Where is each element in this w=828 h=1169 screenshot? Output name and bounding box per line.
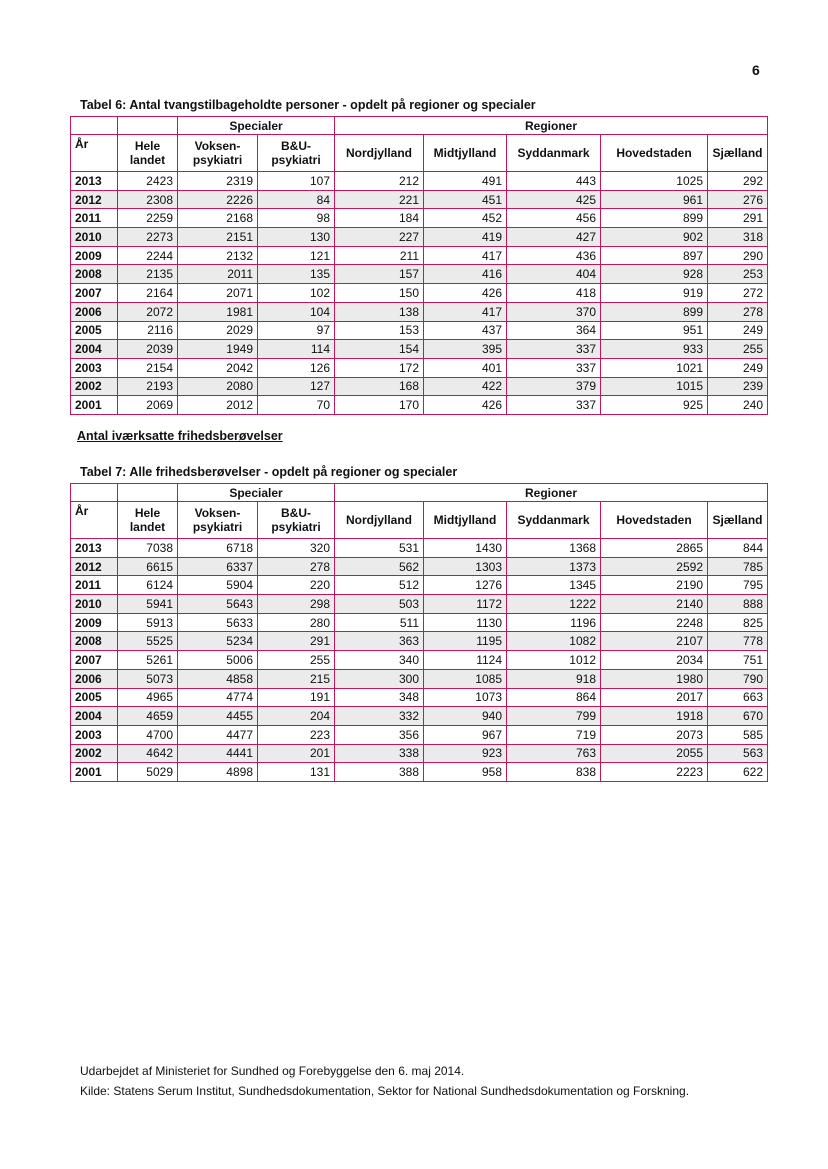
table6-col-header: Sjælland — [708, 135, 768, 172]
table-cell: 1980 — [601, 669, 708, 688]
table7-col-header: Midtjylland — [424, 502, 507, 539]
table-row — [71, 763, 768, 782]
table-row — [71, 725, 768, 744]
table-cell: 1073 — [424, 688, 507, 707]
table-cell: 961 — [601, 190, 708, 209]
table-cell: 126 — [258, 358, 335, 377]
table-cell: 2055 — [601, 744, 708, 763]
table-cell: 1373 — [507, 557, 601, 576]
table-cell: 864 — [507, 688, 601, 707]
table-cell: 255 — [258, 651, 335, 670]
row-year-cell: 2013 — [71, 172, 118, 191]
table-row — [71, 265, 768, 284]
table-cell: 825 — [708, 613, 768, 632]
table-cell: 2011 — [178, 265, 258, 284]
table-cell: 2865 — [601, 539, 708, 558]
table-cell: 2071 — [178, 284, 258, 303]
table-cell: 933 — [601, 340, 708, 359]
table-cell: 168 — [335, 377, 424, 396]
table-cell: 785 — [708, 557, 768, 576]
table-cell: 1981 — [178, 302, 258, 321]
table6-col-header: Nordjylland — [335, 135, 424, 172]
table-cell: 2592 — [601, 557, 708, 576]
row-year-cell: 2007 — [71, 651, 118, 670]
table-cell: 799 — [507, 707, 601, 726]
footer-source: Kilde: Statens Serum Institut, Sundhedsdokumentation, Sektor for National Sundhedsdokumentation og Forskning. — [80, 1084, 690, 1098]
table-cell: 239 — [708, 377, 768, 396]
table-row — [71, 744, 768, 763]
table-cell: 452 — [424, 209, 507, 228]
table-cell: 280 — [258, 613, 335, 632]
table-cell: 899 — [601, 209, 708, 228]
table-cell: 918 — [507, 669, 601, 688]
table-cell: 4774 — [178, 688, 258, 707]
table-cell: 888 — [708, 595, 768, 614]
table-row — [71, 651, 768, 670]
table-cell: 337 — [507, 358, 601, 377]
table-cell: 1025 — [601, 172, 708, 191]
row-year-cell: 2002 — [71, 744, 118, 763]
table-cell: 5006 — [178, 651, 258, 670]
table-cell: 227 — [335, 228, 424, 247]
table-cell: 153 — [335, 321, 424, 340]
table-cell: 320 — [258, 539, 335, 558]
row-year-cell: 2004 — [71, 340, 118, 359]
table-cell: 838 — [507, 763, 601, 782]
table-cell: 240 — [708, 396, 768, 415]
table-cell: 418 — [507, 284, 601, 303]
table-cell: 2069 — [118, 396, 178, 415]
table-row — [71, 190, 768, 209]
table-row — [71, 246, 768, 265]
table-cell: 70 — [258, 396, 335, 415]
table-cell: 2273 — [118, 228, 178, 247]
table7-group-specialer: Specialer — [178, 484, 335, 502]
row-year-cell: 2002 — [71, 377, 118, 396]
table-cell: 2039 — [118, 340, 178, 359]
page-number: 6 — [752, 62, 760, 78]
table-row — [71, 377, 768, 396]
section-heading: Antal iværksatte frihedsberøvelser — [77, 429, 283, 443]
table-cell: 5234 — [178, 632, 258, 651]
table-cell: 622 — [708, 763, 768, 782]
table-cell: 130 — [258, 228, 335, 247]
table-cell: 456 — [507, 209, 601, 228]
table-cell: 255 — [708, 340, 768, 359]
row-year-cell: 2006 — [71, 302, 118, 321]
footer-prepared-by: Udarbejdet af Ministeriet for Sundhed og Forebyggelse den 6. maj 2014. — [80, 1064, 465, 1078]
table-cell: 899 — [601, 302, 708, 321]
table-cell: 5913 — [118, 613, 178, 632]
row-year-cell: 2012 — [71, 557, 118, 576]
table-cell: 379 — [507, 377, 601, 396]
table-cell: 211 — [335, 246, 424, 265]
table-cell: 426 — [424, 284, 507, 303]
table-cell: 2116 — [118, 321, 178, 340]
table6-col-header: År — [71, 135, 118, 172]
table-cell: 298 — [258, 595, 335, 614]
table-cell: 1276 — [424, 576, 507, 595]
table-cell: 4858 — [178, 669, 258, 688]
table-row — [71, 321, 768, 340]
table-cell: 5904 — [178, 576, 258, 595]
table7-group-blank — [118, 484, 178, 502]
table-cell: 1918 — [601, 707, 708, 726]
table-cell: 5941 — [118, 595, 178, 614]
table-cell: 356 — [335, 725, 424, 744]
table-cell: 4965 — [118, 688, 178, 707]
row-year-cell: 2008 — [71, 265, 118, 284]
table-cell: 272 — [708, 284, 768, 303]
row-year-cell: 2001 — [71, 763, 118, 782]
table6-col-header: Hovedstaden — [601, 135, 708, 172]
table-cell: 395 — [424, 340, 507, 359]
table-cell: 1430 — [424, 539, 507, 558]
table-cell: 2072 — [118, 302, 178, 321]
table-cell: 84 — [258, 190, 335, 209]
table-cell: 337 — [507, 396, 601, 415]
table-cell: 491 — [424, 172, 507, 191]
table-cell: 6124 — [118, 576, 178, 595]
table-cell: 923 — [424, 744, 507, 763]
table-cell: 2140 — [601, 595, 708, 614]
table-cell: 531 — [335, 539, 424, 558]
table-cell: 370 — [507, 302, 601, 321]
table-cell: 919 — [601, 284, 708, 303]
table-row — [71, 557, 768, 576]
table-cell: 763 — [507, 744, 601, 763]
table-cell: 2073 — [601, 725, 708, 744]
table7-col-header: Sjælland — [708, 502, 768, 539]
table6-col-header: Midtjylland — [424, 135, 507, 172]
table6-col-header: Syddanmark — [507, 135, 601, 172]
table-cell: 451 — [424, 190, 507, 209]
table7-caption: Tabel 7: Alle frihedsberøvelser - opdelt på regioner og specialer — [80, 465, 458, 479]
table-cell: 790 — [708, 669, 768, 688]
table-cell: 253 — [708, 265, 768, 284]
row-year-cell: 2009 — [71, 246, 118, 265]
table-cell: 337 — [507, 340, 601, 359]
table-cell: 1172 — [424, 595, 507, 614]
table-cell: 2017 — [601, 688, 708, 707]
table-cell: 719 — [507, 725, 601, 744]
table-cell: 4659 — [118, 707, 178, 726]
row-year-cell: 2003 — [71, 725, 118, 744]
table-cell: 417 — [424, 302, 507, 321]
table6-group-blank — [71, 117, 118, 135]
row-year-cell: 2004 — [71, 707, 118, 726]
table-cell: 204 — [258, 707, 335, 726]
table7-col-header: År — [71, 502, 118, 539]
table-cell: 563 — [708, 744, 768, 763]
table-cell: 107 — [258, 172, 335, 191]
table-cell: 7038 — [118, 539, 178, 558]
table-cell: 138 — [335, 302, 424, 321]
row-year-cell: 2013 — [71, 539, 118, 558]
table-cell: 4477 — [178, 725, 258, 744]
table-cell: 221 — [335, 190, 424, 209]
table7-col-header: Voksen-psykiatri — [178, 502, 258, 539]
table-cell: 201 — [258, 744, 335, 763]
table-cell: 2080 — [178, 377, 258, 396]
table-cell: 388 — [335, 763, 424, 782]
row-year-cell: 2008 — [71, 632, 118, 651]
table-cell: 290 — [708, 246, 768, 265]
table-cell: 172 — [335, 358, 424, 377]
table-cell: 5261 — [118, 651, 178, 670]
row-year-cell: 2005 — [71, 688, 118, 707]
table-cell: 97 — [258, 321, 335, 340]
table7-col-header: B&U-psykiatri — [258, 502, 335, 539]
table-cell: 2164 — [118, 284, 178, 303]
table-cell: 5073 — [118, 669, 178, 688]
table-cell: 2042 — [178, 358, 258, 377]
table-cell: 5525 — [118, 632, 178, 651]
table-cell: 2135 — [118, 265, 178, 284]
table-cell: 1345 — [507, 576, 601, 595]
table-cell: 2154 — [118, 358, 178, 377]
table-cell: 401 — [424, 358, 507, 377]
table6-group-blank — [118, 117, 178, 135]
row-year-cell: 2006 — [71, 669, 118, 688]
table-cell: 416 — [424, 265, 507, 284]
table-cell: 511 — [335, 613, 424, 632]
table-cell: 958 — [424, 763, 507, 782]
table-cell: 1222 — [507, 595, 601, 614]
table-cell: 2034 — [601, 651, 708, 670]
table-cell: 5029 — [118, 763, 178, 782]
table-cell: 5643 — [178, 595, 258, 614]
table-cell: 663 — [708, 688, 768, 707]
table-row — [71, 358, 768, 377]
table-row — [71, 688, 768, 707]
table-cell: 1195 — [424, 632, 507, 651]
row-year-cell: 2009 — [71, 613, 118, 632]
table-cell: 300 — [335, 669, 424, 688]
table-cell: 562 — [335, 557, 424, 576]
table-cell: 364 — [507, 321, 601, 340]
table-cell: 2012 — [178, 396, 258, 415]
table-row — [71, 340, 768, 359]
table-cell: 291 — [258, 632, 335, 651]
table-row — [71, 228, 768, 247]
table-cell: 1368 — [507, 539, 601, 558]
table-cell: 4642 — [118, 744, 178, 763]
table-cell: 278 — [708, 302, 768, 321]
table-cell: 191 — [258, 688, 335, 707]
table-cell: 2190 — [601, 576, 708, 595]
table-cell: 2029 — [178, 321, 258, 340]
table-cell: 184 — [335, 209, 424, 228]
table-row — [71, 707, 768, 726]
table-cell: 114 — [258, 340, 335, 359]
table-cell: 670 — [708, 707, 768, 726]
table-cell: 249 — [708, 321, 768, 340]
table-row — [71, 302, 768, 321]
table-cell: 135 — [258, 265, 335, 284]
table-cell: 2132 — [178, 246, 258, 265]
table-cell: 1949 — [178, 340, 258, 359]
table-row — [71, 576, 768, 595]
table-cell: 278 — [258, 557, 335, 576]
table-cell: 503 — [335, 595, 424, 614]
table-cell: 751 — [708, 651, 768, 670]
table-row — [71, 613, 768, 632]
table-row — [71, 209, 768, 228]
table-cell: 6718 — [178, 539, 258, 558]
table-cell: 2319 — [178, 172, 258, 191]
table-cell: 2248 — [601, 613, 708, 632]
table-cell: 102 — [258, 284, 335, 303]
table-cell: 940 — [424, 707, 507, 726]
table-cell: 2193 — [118, 377, 178, 396]
table6-caption: Tabel 6: Antal tvangstilbageholdte personer - opdelt på regioner og specialer — [80, 98, 536, 112]
table-cell: 2423 — [118, 172, 178, 191]
table-cell: 104 — [258, 302, 335, 321]
table-cell: 1021 — [601, 358, 708, 377]
table-cell: 1303 — [424, 557, 507, 576]
table6-group-regioner: Regioner — [335, 117, 768, 135]
table-cell: 215 — [258, 669, 335, 688]
table-cell: 6615 — [118, 557, 178, 576]
table-row — [71, 539, 768, 558]
table-cell: 121 — [258, 246, 335, 265]
table-cell: 1085 — [424, 669, 507, 688]
table-row — [71, 632, 768, 651]
table-cell: 363 — [335, 632, 424, 651]
table-cell: 4700 — [118, 725, 178, 744]
table-cell: 340 — [335, 651, 424, 670]
table7-body — [71, 539, 768, 782]
table-cell: 2151 — [178, 228, 258, 247]
table6 — [70, 116, 768, 415]
table6-group-specialer: Specialer — [178, 117, 335, 135]
table-cell: 318 — [708, 228, 768, 247]
table-cell: 338 — [335, 744, 424, 763]
table-cell: 291 — [708, 209, 768, 228]
table-row — [71, 669, 768, 688]
row-year-cell: 2010 — [71, 595, 118, 614]
table-cell: 1124 — [424, 651, 507, 670]
table-cell: 512 — [335, 576, 424, 595]
table-cell: 1015 — [601, 377, 708, 396]
table-cell: 844 — [708, 539, 768, 558]
table-cell: 778 — [708, 632, 768, 651]
table-cell: 157 — [335, 265, 424, 284]
table-cell: 2223 — [601, 763, 708, 782]
row-year-cell: 2011 — [71, 209, 118, 228]
table-cell: 98 — [258, 209, 335, 228]
row-year-cell: 2007 — [71, 284, 118, 303]
table-cell: 5633 — [178, 613, 258, 632]
table-row — [71, 396, 768, 415]
table-cell: 2244 — [118, 246, 178, 265]
table-cell: 2107 — [601, 632, 708, 651]
table-cell: 897 — [601, 246, 708, 265]
table7-group-regioner: Regioner — [335, 484, 768, 502]
table-cell: 1196 — [507, 613, 601, 632]
table6-col-header: B&U-psykiatri — [258, 135, 335, 172]
table-cell: 1012 — [507, 651, 601, 670]
table-cell: 332 — [335, 707, 424, 726]
table-cell: 220 — [258, 576, 335, 595]
table-cell: 4898 — [178, 763, 258, 782]
table-cell: 2308 — [118, 190, 178, 209]
table-cell: 585 — [708, 725, 768, 744]
table6-col-header: Hele landet — [118, 135, 178, 172]
table-cell: 427 — [507, 228, 601, 247]
table-cell: 443 — [507, 172, 601, 191]
table-cell: 276 — [708, 190, 768, 209]
table-cell: 131 — [258, 763, 335, 782]
table-cell: 925 — [601, 396, 708, 415]
row-year-cell: 2001 — [71, 396, 118, 415]
row-year-cell: 2005 — [71, 321, 118, 340]
table-cell: 2226 — [178, 190, 258, 209]
table-row — [71, 284, 768, 303]
table-row — [71, 595, 768, 614]
table-cell: 154 — [335, 340, 424, 359]
table-cell: 150 — [335, 284, 424, 303]
table7-col-header: Syddanmark — [507, 502, 601, 539]
table-cell: 404 — [507, 265, 601, 284]
table-cell: 951 — [601, 321, 708, 340]
table-cell: 2168 — [178, 209, 258, 228]
table-cell: 292 — [708, 172, 768, 191]
table-cell: 417 — [424, 246, 507, 265]
table-cell: 795 — [708, 576, 768, 595]
table-cell: 6337 — [178, 557, 258, 576]
table-cell: 212 — [335, 172, 424, 191]
table-cell: 2259 — [118, 209, 178, 228]
table-cell: 348 — [335, 688, 424, 707]
row-year-cell: 2003 — [71, 358, 118, 377]
table-cell: 436 — [507, 246, 601, 265]
table7 — [70, 483, 768, 782]
table-cell: 223 — [258, 725, 335, 744]
table-cell: 422 — [424, 377, 507, 396]
table6-col-header: Voksen-psykiatri — [178, 135, 258, 172]
row-year-cell: 2012 — [71, 190, 118, 209]
row-year-cell: 2011 — [71, 576, 118, 595]
table-cell: 170 — [335, 396, 424, 415]
table7-col-header: Hele landet — [118, 502, 178, 539]
table7-group-blank — [71, 484, 118, 502]
table-cell: 437 — [424, 321, 507, 340]
table-cell: 1130 — [424, 613, 507, 632]
table-cell: 902 — [601, 228, 708, 247]
table-cell: 4455 — [178, 707, 258, 726]
table6-body — [71, 172, 768, 415]
table-cell: 928 — [601, 265, 708, 284]
table-cell: 426 — [424, 396, 507, 415]
table7-col-header: Nordjylland — [335, 502, 424, 539]
table-cell: 425 — [507, 190, 601, 209]
table-cell: 4441 — [178, 744, 258, 763]
table-cell: 967 — [424, 725, 507, 744]
table7-col-header: Hovedstaden — [601, 502, 708, 539]
table-cell: 249 — [708, 358, 768, 377]
table-cell: 1082 — [507, 632, 601, 651]
table-cell: 127 — [258, 377, 335, 396]
row-year-cell: 2010 — [71, 228, 118, 247]
table-cell: 419 — [424, 228, 507, 247]
table-row — [71, 172, 768, 191]
